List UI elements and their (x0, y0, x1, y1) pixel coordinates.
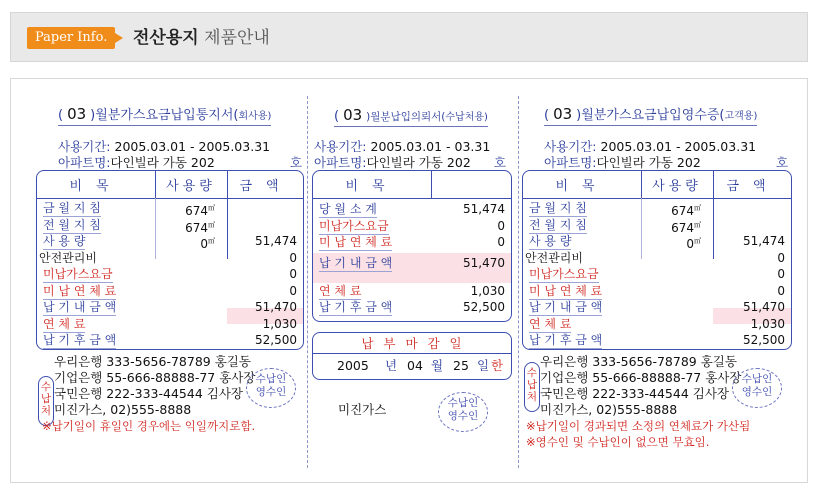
bank-line: 우리은행 333-5656-78789 홍길동 (540, 354, 737, 369)
apartment: 아파트명:다인빌라 가동 202 (58, 155, 215, 170)
row-usage: 674㎥ (185, 204, 215, 218)
row-usage: 0㎥ (686, 237, 701, 251)
perforation-line (307, 96, 308, 468)
bank-line: 미진가스, 02)555-8888 (54, 402, 192, 417)
ho-label: 호 (494, 155, 507, 170)
row-amount: 51,474 (255, 234, 297, 248)
table-row (523, 266, 791, 282)
row-amount: 0 (289, 267, 297, 281)
table-row (313, 218, 511, 234)
table-row (523, 217, 791, 233)
table-row (523, 250, 791, 266)
row-usage: 674㎥ (671, 204, 701, 218)
bank-line: 우리은행 333-5656-78789 홍길동 (54, 354, 251, 369)
table-row (313, 283, 511, 299)
table-row (37, 217, 303, 233)
row-amount: 1,030 (470, 284, 505, 298)
bank-line: 국민은행 222-333-44544 김사장 (54, 386, 243, 401)
bill-customer-receipt (522, 92, 794, 472)
bank-line: 기업은행 55-666-88888-77 홍사장 (54, 370, 256, 385)
row-label: 미 납 연 체 료 (43, 283, 117, 298)
due-date-box (312, 332, 512, 380)
table-row (37, 250, 303, 266)
col-item: 비목 (555, 179, 609, 194)
row-amount: 52,500 (255, 333, 297, 347)
table-row (37, 233, 303, 249)
table-row (523, 332, 791, 348)
apartment: 아파트명:다인빌라 가동 202 (544, 155, 701, 170)
due-date-label: 납 부 마 감 일 (361, 336, 465, 351)
bill-company-copy (36, 92, 306, 472)
vertical-label: 수납처 (524, 362, 540, 412)
vertical-label: 수납처 (38, 376, 54, 426)
row-label: 미납가스요금 (43, 267, 113, 281)
table-row (37, 283, 303, 299)
table-row (313, 299, 511, 315)
row-label: 금 월 지 침 (43, 201, 101, 215)
row-amount: 0 (777, 267, 785, 281)
row-label: 사 용 량 (43, 234, 86, 248)
due-date-value: 2005 년 04 월 25 일 한 (337, 358, 504, 373)
row-label: 연 체 료 (319, 284, 362, 298)
row-usage: 674㎥ (671, 220, 701, 235)
bill-title: ( 03 )월분납입의뢰서(수납처용) (334, 106, 488, 124)
table-row (313, 201, 511, 217)
col-item: 비목 (69, 179, 123, 194)
row-label: 당 월 소 계 (319, 202, 377, 216)
row-label: 미납가스요금 (319, 219, 389, 233)
bill-title: ( 03 )월분가스요금납입통지서(회사용) (58, 105, 272, 123)
row-label: 금 월 지 침 (529, 201, 587, 215)
charges-table (36, 170, 304, 350)
row-label: 납 기 내 금 액 (43, 300, 117, 314)
stamp-circle: 수납인 영수인 (732, 368, 782, 408)
row-label: 납 기 내 금 액 (319, 256, 393, 270)
row-usage: 0㎥ (200, 237, 215, 251)
row-amount: 51,470 (743, 300, 785, 314)
table-row (37, 299, 303, 315)
page-title: 전산용지 제품안내 (133, 28, 270, 48)
row-amount: 52,500 (463, 300, 505, 314)
row-amount: 51,474 (463, 202, 505, 216)
bank-line: 국민은행 222-333-44544 김사장 (540, 386, 729, 401)
row-label: 전 월 지 침 (529, 217, 587, 232)
apartment: 아파트명:다인빌라 가동 202 (314, 155, 471, 170)
table-row (37, 332, 303, 348)
ho-label: 호 (776, 155, 789, 170)
bank-line: 미진가스, 02)555-8888 (540, 402, 678, 417)
perforation-line (518, 96, 519, 468)
table-row (37, 200, 303, 216)
stamp-circle: 수납인 영수인 (438, 392, 488, 432)
row-amount: 51,470 (463, 256, 505, 270)
row-amount: 1,030 (750, 316, 785, 331)
row-usage: 674㎥ (185, 220, 215, 235)
row-amount: 51,470 (255, 300, 297, 314)
row-amount: 51,474 (743, 234, 785, 248)
row-label: 연 체 료 (43, 316, 86, 331)
col-amount: 금액 (239, 179, 293, 194)
period: 사용기간: 2005.03.01 - 2005.03.31 (544, 139, 757, 154)
row-label: 납 기 후 금 액 (319, 300, 393, 314)
row-label: 안전관리비 (525, 250, 583, 265)
table-row (523, 200, 791, 216)
col-usage: 사용량 (652, 179, 702, 194)
paper-info-tag: Paper Info. (27, 27, 115, 49)
table-row (313, 234, 511, 250)
table-row (523, 299, 791, 315)
period: 사용기간: 2005.03.01 - 2005.03.31 (58, 139, 271, 154)
col-amount: 금액 (726, 179, 780, 194)
row-amount: 0 (777, 283, 785, 298)
row-label: 사 용 량 (529, 234, 572, 248)
page-header (10, 12, 808, 62)
table-row (523, 283, 791, 299)
company-name: 미진가스 (338, 402, 387, 417)
row-label: 납 기 후 금 액 (43, 333, 117, 347)
row-label: 미납가스요금 (529, 267, 599, 281)
row-label: 납 기 내 금 액 (529, 300, 603, 314)
row-amount: 0 (289, 250, 297, 265)
row-amount: 52,500 (743, 333, 785, 347)
table-row (37, 316, 303, 332)
row-label: 납 기 후 금 액 (529, 333, 603, 347)
footnote: ※납기일이 휴일인 경우에는 익일까지로함. (42, 419, 256, 433)
charges-table (312, 170, 512, 322)
col-item: 비목 (345, 179, 399, 194)
row-amount: 0 (497, 235, 505, 249)
row-amount: 0 (777, 250, 785, 265)
row-amount: 0 (497, 219, 505, 233)
table-row (523, 316, 791, 332)
table-row (523, 233, 791, 249)
footnote: ※납기일이 경과되면 소정의 연체료가 가산됨 (526, 419, 751, 433)
period: 사용기간: 2005.03.01 - 03.31 (314, 139, 491, 154)
charges-table (522, 170, 792, 350)
row-label: 연 체 료 (529, 316, 572, 331)
row-label: 미 납 연 체 료 (319, 235, 393, 249)
row-label: 안전관리비 (39, 250, 97, 265)
table-row (37, 266, 303, 282)
bill-bank-copy (312, 92, 514, 472)
bill-title: ( 03 )월분가스요금납입영수증(고객용) (544, 105, 758, 123)
bank-line: 기업은행 55-666-88888-77 홍사장 (540, 370, 742, 385)
ho-label: 호 (290, 155, 303, 170)
stamp-circle: 수납인 영수인 (246, 368, 296, 408)
table-row (313, 255, 511, 271)
row-label: 미 납 연 체 료 (529, 283, 603, 298)
row-amount: 1,030 (262, 316, 297, 331)
row-label: 전 월 지 침 (43, 217, 101, 232)
row-amount: 0 (289, 283, 297, 298)
footnote: ※영수인 및 수납인이 없으면 무효임. (526, 435, 710, 449)
col-usage: 사용량 (166, 179, 216, 194)
